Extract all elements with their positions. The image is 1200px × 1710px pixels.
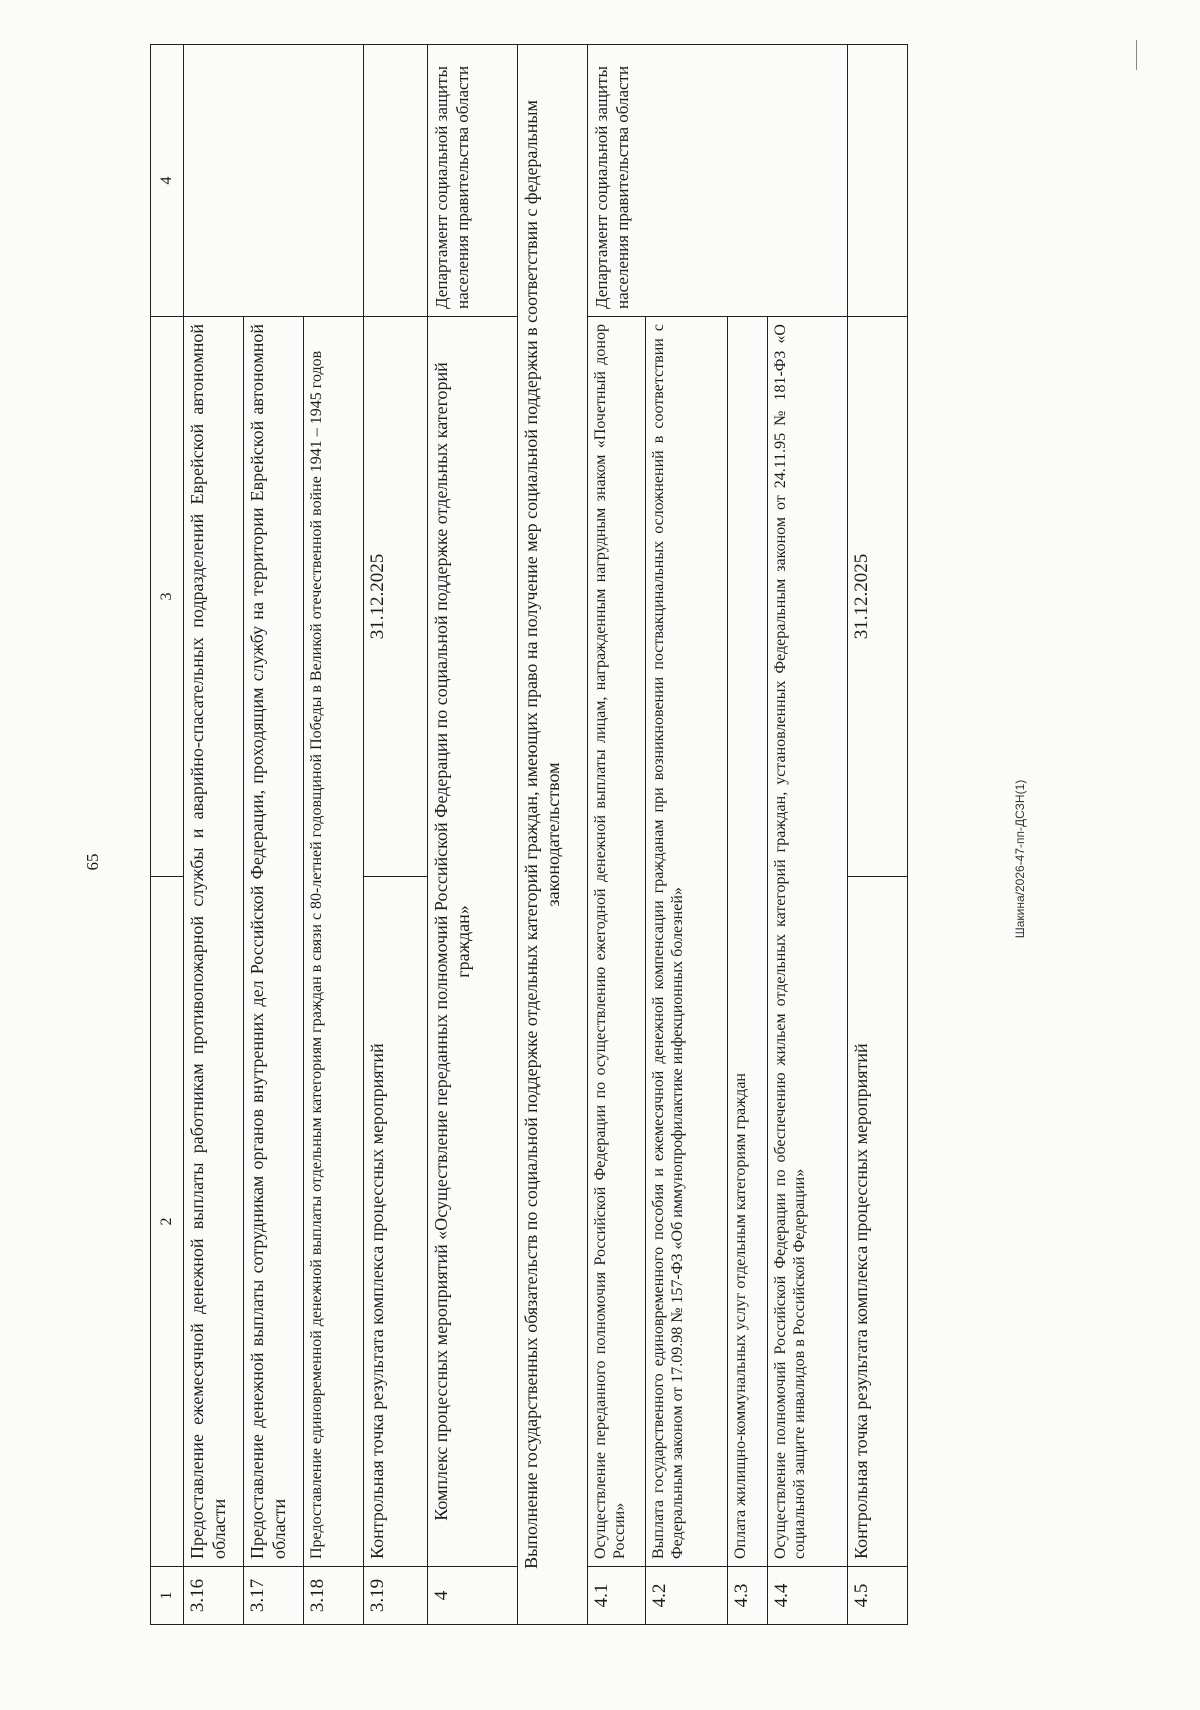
- table-row: [848, 45, 908, 1625]
- row-number: 4.1: [588, 1567, 646, 1625]
- row-number: 3.19: [364, 1567, 428, 1625]
- responsible-cell: [848, 45, 908, 317]
- row-number: 4.3: [728, 1567, 768, 1625]
- table-row: [518, 45, 588, 1625]
- page-number: 65: [83, 853, 102, 871]
- row-text: Предоставление денежной выплаты сотрудникам органов внутренних дел Российской Федерации, проходящим службу на территории Еврейской автономной области: [244, 317, 304, 1567]
- header-col-4: 4: [151, 45, 184, 317]
- control-point-name: Контрольная точка результата комплекса процессных мероприятий: [848, 877, 908, 1567]
- table-row: [364, 45, 428, 1625]
- control-point-date: 31.12.2025: [848, 317, 908, 877]
- row-number: 3.17: [244, 1567, 304, 1625]
- row-number: 4.4: [768, 1567, 848, 1625]
- header-col-1: 1: [151, 1567, 184, 1625]
- row-number: 4.5: [848, 1567, 908, 1625]
- table-row: [588, 45, 646, 1625]
- responsible-cell: Департамент социальной защиты населения правительства области: [588, 45, 848, 317]
- row-number: 4: [428, 1567, 518, 1625]
- control-point-name: Контрольная точка результата комплекса процессных мероприятий: [364, 877, 428, 1567]
- table-row: [184, 45, 244, 1625]
- complex-name: Комплекс процессных мероприятий «Осуществление переданных полномочий Российской Федерации по социальной поддержке отдельных категорий граждан»: [428, 317, 518, 1567]
- responsible-cell: [184, 45, 364, 317]
- edge-mark: [1136, 40, 1137, 70]
- row-text: Оплата жилищно-коммунальных услуг отдельным категориям граждан: [728, 317, 768, 1567]
- row-number: 4.2: [646, 1567, 728, 1625]
- header-col-2: 2: [151, 877, 184, 1567]
- rotated-document: [150, 30, 1010, 1650]
- row-text: Предоставление единовременной денежной выплаты отдельным категориям граждан в связи с 80-летней годовщиной Победы в Великой отечественной войне 1941 – 1945 годов: [304, 317, 364, 1567]
- header-col-3: 3: [151, 317, 184, 877]
- task-description: Выполнение государственных обязательств по социальной поддержке отдельных категорий граждан, имеющих право на получение мер социальной поддержки в соответствии с федеральным законодательством: [518, 45, 588, 1625]
- measures-table: [150, 44, 908, 1625]
- row-number: 3.16: [184, 1567, 244, 1625]
- row-number: 3.18: [304, 1567, 364, 1625]
- row-text: Осуществление полномочий Российской Федерации по обеспечению жильем отдельных категорий граждан, установленных Федеральным законом от 24.11.95 № 181-ФЗ «О социальной защите инвалидов в Российской Федерации»: [768, 317, 848, 1567]
- table-row: [428, 45, 518, 1625]
- responsible-cell: Департамент социальной защиты населения правительства области: [428, 45, 518, 317]
- control-point-date: 31.12.2025: [364, 317, 428, 877]
- document-code: Шакина/2026-47-пп-ДСЗН(1): [1013, 779, 1027, 939]
- row-text: Осуществление переданного полномочия Российской Федерации по осуществлению ежегодной денежной выплаты лицам, награжденным нагрудным знаком «Почетный донор России»: [588, 317, 646, 1567]
- table-header-row: [151, 45, 184, 1625]
- responsible-cell: [364, 45, 428, 317]
- row-text: Предоставление ежемесячной денежной выплаты работникам противопожарной службы и аварийно-спасательных подразделений Еврейской автономной области: [184, 317, 244, 1567]
- row-text: Выплата государственного единовременного пособия и ежемесячной денежной компенсации гражданам при возникновении поствакцинальных осложнений в соответствии с Федеральным законом от 17.09.98 № 157-ФЗ «Об иммунопрофилактике инфекционных болезней»: [646, 317, 728, 1567]
